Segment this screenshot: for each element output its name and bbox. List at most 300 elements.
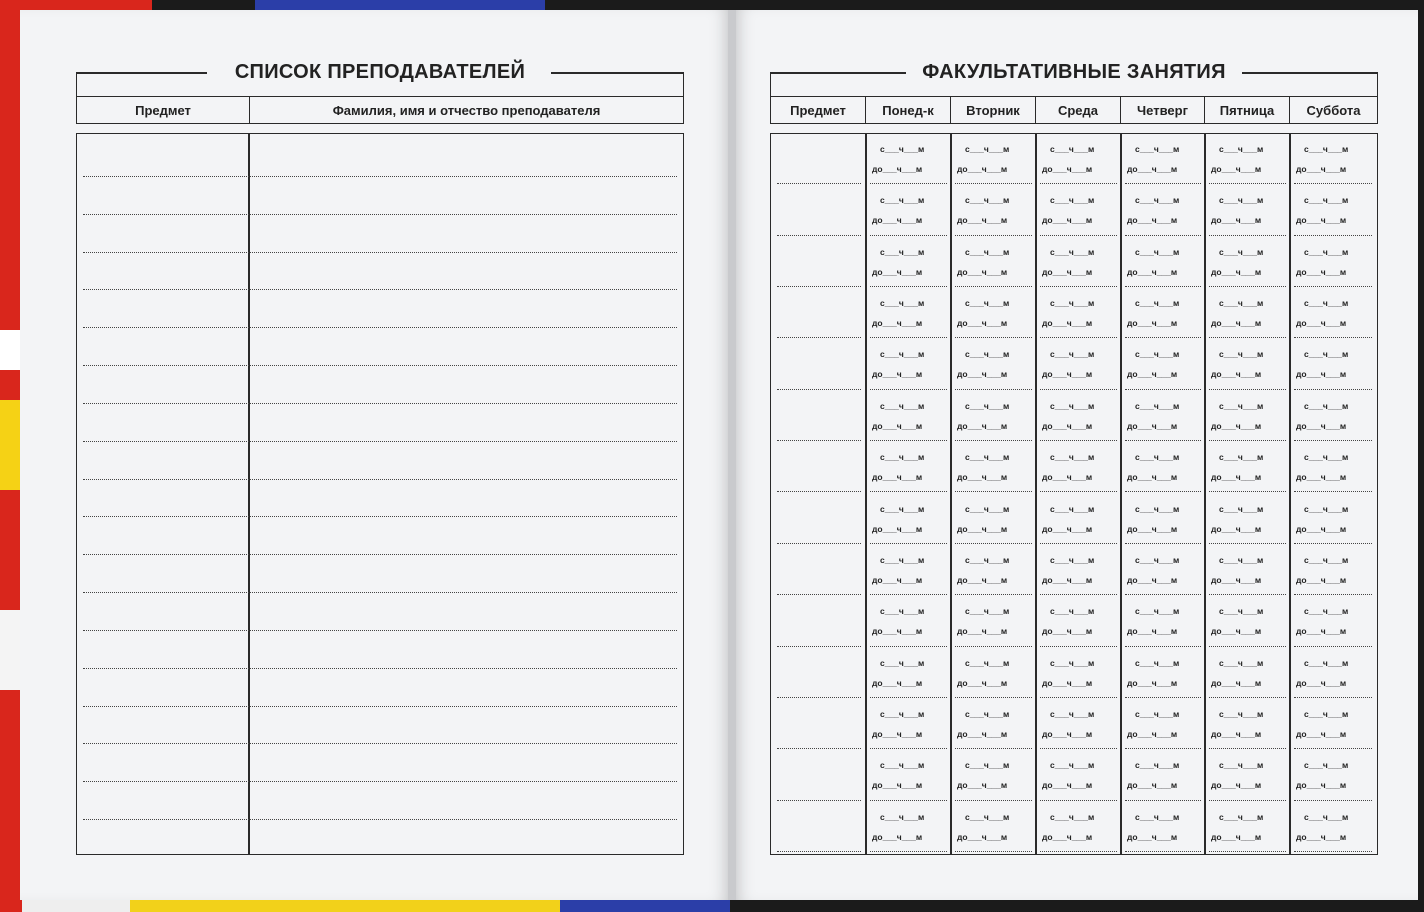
writing-line[interactable] [83, 630, 677, 631]
time-from-field[interactable]: с___ч___м [1219, 401, 1264, 411]
time-cell-line [1125, 440, 1201, 441]
time-from-field[interactable]: с___ч___м [880, 298, 925, 308]
time-to-field[interactable]: до___ч___м [872, 678, 923, 688]
time-to-field[interactable]: до___ч___м [872, 164, 923, 174]
column-friday: Пятница [1205, 97, 1290, 123]
time-from-field[interactable]: с___ч___м [1050, 555, 1095, 565]
time-to-field[interactable]: до___ч___м [957, 729, 1008, 739]
time-to-field[interactable]: до___ч___м [957, 267, 1008, 277]
time-to-field[interactable]: до___ч___м [1042, 318, 1093, 328]
time-cell-line [955, 748, 1032, 749]
time-to-field[interactable]: до___ч___м [1296, 524, 1347, 534]
time-cell-line [1125, 851, 1201, 852]
time-to-field[interactable]: до___ч___м [1211, 215, 1262, 225]
time-from-field[interactable]: с___ч___м [1304, 452, 1349, 462]
time-from-field[interactable]: с___ч___м [1219, 195, 1264, 205]
subject-line[interactable] [777, 389, 861, 390]
time-from-field[interactable]: с___ч___м [880, 195, 925, 205]
writing-line[interactable] [83, 327, 677, 328]
column-saturday: Суббота [1306, 102, 1361, 118]
writing-line[interactable] [83, 365, 677, 366]
writing-line[interactable] [83, 592, 677, 593]
time-to-field[interactable]: до___ч___м [1127, 472, 1178, 482]
time-from-field[interactable]: с___ч___м [1304, 144, 1349, 154]
time-to-field[interactable]: до___ч___м [1296, 164, 1347, 174]
time-to-field[interactable]: до___ч___м [1042, 369, 1093, 379]
time-from-field[interactable]: с___ч___м [1050, 349, 1095, 359]
time-to-field[interactable]: до___ч___м [1296, 421, 1347, 431]
time-cell-line [1040, 851, 1117, 852]
time-to-field[interactable]: до___ч___м [957, 369, 1008, 379]
time-to-field[interactable]: до___ч___м [1296, 472, 1347, 482]
time-from-field[interactable]: с___ч___м [1135, 709, 1180, 719]
time-cell-line [1125, 389, 1201, 390]
time-cell-line [1294, 389, 1372, 390]
time-to-field[interactable]: до___ч___м [957, 164, 1008, 174]
writing-line[interactable] [83, 554, 677, 555]
time-to-field[interactable]: до___ч___м [1042, 267, 1093, 277]
column-subject: Предмет [771, 97, 866, 123]
time-to-field[interactable]: до___ч___м [1211, 729, 1262, 739]
subject-line[interactable] [777, 800, 861, 801]
time-from-field[interactable]: с___ч___м [1050, 504, 1095, 514]
time-cell-line [1294, 851, 1372, 852]
time-from-field[interactable]: с___ч___м [880, 606, 925, 616]
writing-line[interactable] [83, 289, 677, 290]
time-cell-line [1209, 851, 1286, 852]
time-cell-line [1040, 491, 1117, 492]
time-to-field[interactable]: до___ч___м [1042, 575, 1093, 585]
time-cell-line [1209, 337, 1286, 338]
subject-line[interactable] [777, 286, 861, 287]
column-thursday: Четверг [1121, 97, 1205, 123]
time-to-field[interactable]: до___ч___м [1296, 369, 1347, 379]
time-from-field[interactable]: с___ч___м [965, 555, 1010, 565]
time-cell-line [955, 389, 1032, 390]
time-to-field[interactable]: до___ч___м [872, 780, 923, 790]
time-cell-line [1294, 440, 1372, 441]
time-from-field[interactable]: с___ч___м [1304, 658, 1349, 668]
time-from-field[interactable]: с___ч___м [1219, 349, 1264, 359]
time-cell-line [1209, 543, 1286, 544]
time-from-field[interactable]: с___ч___м [1135, 298, 1180, 308]
time-from-field[interactable]: с___ч___м [1050, 709, 1095, 719]
time-from-field[interactable]: с___ч___м [880, 247, 925, 257]
subject-line[interactable] [777, 748, 861, 749]
time-cell-line [1209, 286, 1286, 287]
writing-line[interactable] [83, 176, 677, 177]
time-from-field[interactable]: с___ч___м [1135, 452, 1180, 462]
time-cell-line [1040, 697, 1117, 698]
time-to-field[interactable]: до___ч___м [957, 832, 1008, 842]
time-cell-line [955, 183, 1032, 184]
time-from-field[interactable]: с___ч___м [1135, 349, 1180, 359]
time-cell-line [870, 235, 947, 236]
time-cell-line [1209, 440, 1286, 441]
time-to-field[interactable]: до___ч___м [1296, 626, 1347, 636]
time-from-field[interactable]: с___ч___м [1304, 606, 1349, 616]
time-to-field[interactable]: до___ч___м [957, 421, 1008, 431]
time-from-field[interactable]: с___ч___м [1219, 144, 1264, 154]
column-divider [865, 134, 867, 854]
time-cell-line [870, 337, 947, 338]
time-from-field[interactable]: с___ч___м [1050, 298, 1095, 308]
time-to-field[interactable]: до___ч___м [1211, 524, 1262, 534]
teachers-title: СПИСОК ПРЕПОДАВАТЕЛЕЙ [77, 60, 683, 84]
time-cell-line [870, 183, 947, 184]
time-to-field[interactable]: до___ч___м [1042, 524, 1093, 534]
cover-edge-yellow [0, 400, 20, 490]
time-cell-line [1209, 646, 1286, 647]
time-to-field[interactable]: до___ч___м [1211, 164, 1262, 174]
time-to-field[interactable]: до___ч___м [872, 626, 923, 636]
subject-line[interactable] [777, 491, 861, 492]
time-to-field[interactable]: до___ч___м [872, 318, 923, 328]
time-cell-line [1040, 235, 1117, 236]
time-from-field[interactable]: с___ч___м [1050, 812, 1095, 822]
time-from-field[interactable]: с___ч___м [1135, 504, 1180, 514]
time-from-field[interactable]: с___ч___м [1050, 144, 1095, 154]
column-divider [950, 134, 952, 854]
time-from-field[interactable]: с___ч___м [880, 555, 925, 565]
time-to-field[interactable]: до___ч___м [1296, 267, 1347, 277]
cover-bottom-blue [560, 898, 730, 912]
time-from-field[interactable]: с___ч___м [1304, 555, 1349, 565]
time-from-field[interactable]: с___ч___м [965, 401, 1010, 411]
time-cell-line [955, 440, 1032, 441]
writing-line[interactable] [83, 706, 677, 707]
time-cell-line [1209, 183, 1286, 184]
writing-line[interactable] [83, 668, 677, 669]
time-cell-line [1209, 389, 1286, 390]
column-wednesday: Среда [1036, 97, 1121, 123]
time-cell-line [1209, 697, 1286, 698]
time-from-field[interactable]: с___ч___м [1219, 658, 1264, 668]
time-to-field[interactable]: до___ч___м [957, 524, 1008, 534]
writing-line[interactable] [83, 516, 677, 517]
time-cell-line [870, 646, 947, 647]
time-cell-line [1125, 286, 1201, 287]
time-cell-line [1209, 800, 1286, 801]
time-from-field[interactable]: с___ч___м [880, 709, 925, 719]
time-from-field[interactable]: с___ч___м [1050, 247, 1095, 257]
subject-line[interactable] [777, 440, 861, 441]
time-from-field[interactable]: с___ч___м [1050, 606, 1095, 616]
subject-line[interactable] [777, 594, 861, 595]
cover-bottom-white [22, 898, 132, 912]
time-from-field[interactable]: с___ч___м [880, 144, 925, 154]
time-to-field[interactable]: до___ч___м [872, 832, 923, 842]
time-from-field[interactable]: с___ч___м [965, 247, 1010, 257]
subject-line[interactable] [777, 183, 861, 184]
time-to-field[interactable]: до___ч___м [957, 318, 1008, 328]
time-to-field[interactable]: до___ч___м [1127, 267, 1178, 277]
time-cell-line [1125, 800, 1201, 801]
time-from-field[interactable]: с___ч___м [965, 452, 1010, 462]
writing-line[interactable] [83, 214, 677, 215]
time-from-field[interactable]: с___ч___м [965, 658, 1010, 668]
electives-table [770, 133, 1378, 855]
time-to-field[interactable]: до___ч___м [1211, 369, 1262, 379]
time-from-field[interactable]: с___ч___м [1219, 709, 1264, 719]
time-to-field[interactable]: до___ч___м [1127, 524, 1178, 534]
time-cell-line [870, 440, 947, 441]
writing-line[interactable] [83, 743, 677, 744]
time-from-field[interactable]: с___ч___м [880, 812, 925, 822]
writing-line[interactable] [83, 441, 677, 442]
time-from-field[interactable]: с___ч___м [880, 760, 925, 770]
time-cell-line [1294, 697, 1372, 698]
time-cell-line [955, 800, 1032, 801]
time-from-field[interactable]: с___ч___м [1050, 195, 1095, 205]
time-to-field[interactable]: до___ч___м [1296, 575, 1347, 585]
time-cell-line [955, 851, 1032, 852]
time-from-field[interactable]: с___ч___м [1050, 658, 1095, 668]
time-cell-line [1125, 543, 1201, 544]
time-cell-line [1294, 286, 1372, 287]
writing-line[interactable] [83, 781, 677, 782]
subject-line[interactable] [777, 543, 861, 544]
electives-header [770, 61, 1378, 124]
time-from-field[interactable]: с___ч___м [1135, 247, 1180, 257]
time-to-field[interactable]: до___ч___м [872, 369, 923, 379]
time-from-field[interactable]: с___ч___м [1304, 760, 1349, 770]
time-from-field[interactable]: с___ч___м [965, 709, 1010, 719]
time-cell-line [955, 491, 1032, 492]
time-from-field[interactable]: с___ч___м [1219, 555, 1264, 565]
time-to-field[interactable]: до___ч___м [1127, 780, 1178, 790]
time-cell-line [870, 800, 947, 801]
time-cell-line [870, 491, 947, 492]
time-cell-line [870, 594, 947, 595]
time-from-field[interactable]: с___ч___м [1304, 298, 1349, 308]
time-from-field[interactable]: с___ч___м [1219, 606, 1264, 616]
time-to-field[interactable]: до___ч___м [872, 421, 923, 431]
column-divider [1204, 134, 1206, 854]
time-cell-line [1294, 748, 1372, 749]
time-cell-line [955, 543, 1032, 544]
time-to-field[interactable]: до___ч___м [872, 472, 923, 482]
time-to-field[interactable]: до___ч___м [1211, 780, 1262, 790]
column-monday: Понед-к [866, 97, 951, 123]
time-from-field[interactable]: с___ч___м [965, 298, 1010, 308]
time-to-field[interactable]: до___ч___м [1296, 729, 1347, 739]
time-from-field[interactable]: с___ч___м [965, 606, 1010, 616]
subject-line[interactable] [777, 851, 861, 852]
time-from-field[interactable]: с___ч___м [965, 195, 1010, 205]
time-cell-line [1294, 337, 1372, 338]
time-to-field[interactable]: до___ч___м [1127, 369, 1178, 379]
time-cell-line [955, 594, 1032, 595]
time-from-field[interactable]: с___ч___м [965, 812, 1010, 822]
time-from-field[interactable]: с___ч___м [1135, 401, 1180, 411]
time-from-field[interactable]: с___ч___м [1050, 760, 1095, 770]
time-cell-line [955, 235, 1032, 236]
time-cell-line [1040, 543, 1117, 544]
column-tuesday: Вторник [951, 97, 1036, 123]
electives-title: ФАКУЛЬТАТИВНЫЕ ЗАНЯТИЯ [771, 60, 1377, 84]
time-cell-line [1040, 440, 1117, 441]
time-to-field[interactable]: до___ч___м [957, 472, 1008, 482]
subject-line[interactable] [777, 337, 861, 338]
time-to-field[interactable]: до___ч___м [872, 729, 923, 739]
time-to-field[interactable]: до___ч___м [1211, 626, 1262, 636]
time-cell-line [1125, 235, 1201, 236]
time-cell-line [1125, 594, 1201, 595]
time-cell-line [955, 697, 1032, 698]
time-from-field[interactable]: с___ч___м [1304, 812, 1349, 822]
time-from-field[interactable]: с___ч___м [1304, 709, 1349, 719]
cover-top-red [22, 0, 152, 10]
time-to-field[interactable]: до___ч___м [1127, 421, 1178, 431]
time-cell-line [1125, 646, 1201, 647]
time-to-field[interactable]: до___ч___м [1042, 626, 1093, 636]
time-cell-line [870, 286, 947, 287]
time-cell-line [1125, 183, 1201, 184]
time-cell-line [1040, 286, 1117, 287]
time-cell-line [1040, 594, 1117, 595]
time-to-field[interactable]: до___ч___м [1127, 832, 1178, 842]
writing-line[interactable] [83, 479, 677, 480]
column-teacher-name: Фамилия, имя и отчество преподавателя [332, 102, 601, 118]
time-from-field[interactable]: с___ч___м [1135, 812, 1180, 822]
cover-edge-white [0, 330, 22, 370]
cover-edge-white-2 [0, 610, 20, 690]
time-from-field[interactable]: с___ч___м [1304, 504, 1349, 514]
time-from-field[interactable]: с___ч___м [1304, 247, 1349, 257]
time-from-field[interactable]: с___ч___м [880, 504, 925, 514]
time-cell-line [1040, 800, 1117, 801]
cover-edge-red-2 [0, 720, 20, 900]
time-cell-line [1294, 235, 1372, 236]
time-cell-line [955, 286, 1032, 287]
time-to-field[interactable]: до___ч___м [1042, 832, 1093, 842]
time-to-field[interactable]: до___ч___м [1211, 575, 1262, 585]
column-divider [1120, 134, 1122, 854]
time-cell-line [1040, 183, 1117, 184]
time-to-field[interactable]: до___ч___м [1296, 832, 1347, 842]
time-to-field[interactable]: до___ч___м [1211, 832, 1262, 842]
time-from-field[interactable]: с___ч___м [1304, 349, 1349, 359]
writing-line[interactable] [83, 252, 677, 253]
time-from-field[interactable]: с___ч___м [965, 349, 1010, 359]
time-from-field[interactable]: с___ч___м [1219, 452, 1264, 462]
time-to-field[interactable]: до___ч___м [957, 780, 1008, 790]
column-divider [1289, 134, 1291, 854]
time-to-field[interactable]: до___ч___м [1127, 729, 1178, 739]
time-from-field[interactable]: с___ч___м [1135, 195, 1180, 205]
time-from-field[interactable]: с___ч___м [1304, 195, 1349, 205]
time-from-field[interactable]: с___ч___м [880, 349, 925, 359]
time-to-field[interactable]: до___ч___м [872, 267, 923, 277]
time-cell-line [1040, 646, 1117, 647]
time-from-field[interactable]: с___ч___м [1135, 606, 1180, 616]
writing-line[interactable] [83, 819, 677, 820]
time-to-field[interactable]: до___ч___м [1127, 318, 1178, 328]
time-from-field[interactable]: с___ч___м [1219, 298, 1264, 308]
time-from-field[interactable]: с___ч___м [1135, 760, 1180, 770]
time-to-field[interactable]: до___ч___м [1127, 575, 1178, 585]
cover-top-blue [255, 0, 545, 10]
time-to-field[interactable]: до___ч___м [1042, 472, 1093, 482]
time-to-field[interactable]: до___ч___м [1127, 215, 1178, 225]
time-cell-line [1209, 235, 1286, 236]
time-to-field[interactable]: до___ч___м [1211, 421, 1262, 431]
column-subject: Предмет [77, 97, 250, 123]
time-to-field[interactable]: до___ч___м [1296, 780, 1347, 790]
writing-line[interactable] [83, 403, 677, 404]
time-cell-line [870, 697, 947, 698]
time-cell-line [1125, 697, 1201, 698]
time-cell-line [1294, 183, 1372, 184]
time-from-field[interactable]: с___ч___м [1135, 144, 1180, 154]
time-to-field[interactable]: до___ч___м [1211, 318, 1262, 328]
subject-line[interactable] [777, 697, 861, 698]
time-to-field[interactable]: до___ч___м [1042, 164, 1093, 174]
time-from-field[interactable]: с___ч___м [965, 760, 1010, 770]
time-from-field[interactable]: с___ч___м [1050, 452, 1095, 462]
book-spine [728, 10, 736, 900]
time-from-field[interactable]: с___ч___м [880, 452, 925, 462]
time-to-field[interactable]: до___ч___м [1211, 472, 1262, 482]
time-to-field[interactable]: до___ч___м [872, 575, 923, 585]
time-from-field[interactable]: с___ч___м [1219, 504, 1264, 514]
time-to-field[interactable]: до___ч___м [1296, 215, 1347, 225]
time-to-field[interactable]: до___ч___м [957, 215, 1008, 225]
time-cell-line [1294, 491, 1372, 492]
time-from-field[interactable]: с___ч___м [880, 401, 925, 411]
time-cell-line [1040, 389, 1117, 390]
time-from-field[interactable]: с___ч___м [1135, 555, 1180, 565]
time-to-field[interactable]: до___ч___м [1127, 678, 1178, 688]
time-from-field[interactable]: с___ч___м [1219, 812, 1264, 822]
time-from-field[interactable]: с___ч___м [1304, 401, 1349, 411]
time-to-field[interactable]: до___ч___м [1296, 678, 1347, 688]
time-to-field[interactable]: до___ч___м [872, 524, 923, 534]
time-cell-line [1209, 748, 1286, 749]
time-cell-line [955, 646, 1032, 647]
teachers-table [76, 133, 684, 855]
time-from-field[interactable]: с___ч___м [1135, 658, 1180, 668]
time-to-field[interactable]: до___ч___м [1042, 780, 1093, 790]
time-to-field[interactable]: до___ч___м [1127, 626, 1178, 636]
time-to-field[interactable]: до___ч___м [957, 626, 1008, 636]
time-from-field[interactable]: с___ч___м [965, 144, 1010, 154]
time-from-field[interactable]: с___ч___м [1219, 247, 1264, 257]
time-to-field[interactable]: до___ч___м [872, 215, 923, 225]
time-from-field[interactable]: с___ч___м [1219, 760, 1264, 770]
time-to-field[interactable]: до___ч___м [1296, 318, 1347, 328]
time-to-field[interactable]: до___ч___м [1211, 267, 1262, 277]
time-to-field[interactable]: до___ч___м [1042, 729, 1093, 739]
time-to-field[interactable]: до___ч___м [1042, 678, 1093, 688]
time-to-field[interactable]: до___ч___м [957, 678, 1008, 688]
time-to-field[interactable]: до___ч___м [1042, 421, 1093, 431]
time-to-field[interactable]: до___ч___м [1211, 678, 1262, 688]
time-cell-line [1294, 594, 1372, 595]
time-to-field[interactable]: до___ч___м [1042, 215, 1093, 225]
time-from-field[interactable]: с___ч___м [880, 658, 925, 668]
time-cell-line [870, 748, 947, 749]
time-from-field[interactable]: с___ч___м [965, 504, 1010, 514]
teachers-header-row [77, 96, 683, 123]
time-cell-line [1209, 594, 1286, 595]
time-from-field[interactable]: с___ч___м [1050, 401, 1095, 411]
time-to-field[interactable]: до___ч___м [957, 575, 1008, 585]
subject-line[interactable] [777, 235, 861, 236]
subject-line[interactable] [777, 646, 861, 647]
time-to-field[interactable]: до___ч___м [1127, 164, 1178, 174]
